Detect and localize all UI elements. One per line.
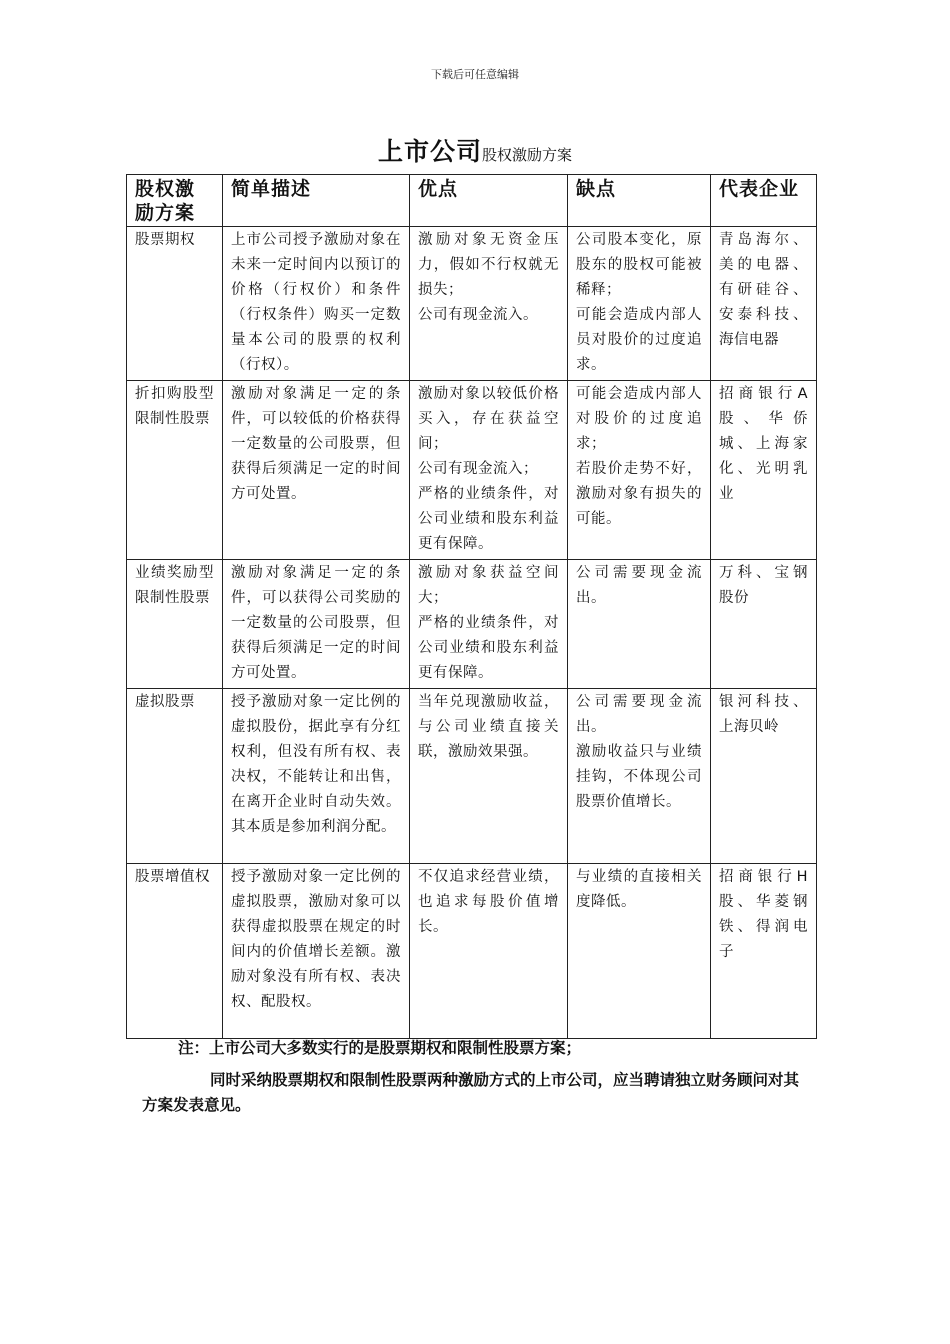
cons-line: 与业绩的直接相关度降低。	[576, 869, 702, 910]
cell-pros	[410, 381, 568, 560]
footnote-line-2: 同时采纳股票期权和限制性股票两种激励方式的上市公司，应当聘请独立财务顾问对其方案发表意见。	[142, 1071, 800, 1114]
cell-scheme: 业绩奖励型限制性股票	[127, 560, 223, 689]
incentive-scheme-table	[126, 174, 817, 1039]
cell-companies: 万科、宝钢股份	[711, 560, 817, 689]
table-row	[127, 689, 817, 864]
cell-cons	[568, 560, 711, 689]
cell-scheme: 股票增值权	[127, 864, 223, 1039]
cons-line: 公司股本变化，原股东的股权可能被稀释；	[576, 232, 702, 298]
document-title	[0, 132, 950, 168]
cons-line: 可能会造成内部人员对股价的过度追求。	[576, 307, 702, 373]
cell-description	[223, 560, 410, 689]
description-line: 授予激励对象一定比例的虚拟股票，激励对象可以获得虚拟股票在规定的时间内的价值增长差额。激励对象没有所有权、表决权、配股权。	[231, 869, 401, 1010]
description-line: 授予激励对象一定比例的虚拟股份，据此享有分红权利，但没有所有权、表决权，不能转让和出售，在离开企业时自动失效。其本质是参加利润分配。	[231, 694, 401, 835]
description-line: 上市公司授予激励对象在未来一定时间内以预订的价格（行权价）和条件（行权条件）购买一定数量本公司的股票的权利（行权）。	[231, 232, 401, 373]
cons-line: 激励收益只与业绩挂钩，不体现公司股票价值增长。	[576, 744, 702, 810]
cons-line: 若股价走势不好，激励对象有损失的可能。	[576, 461, 702, 527]
cons-line: 可能会造成内部人对股价的过度追求；	[576, 386, 702, 452]
table-row	[127, 381, 817, 560]
cell-cons	[568, 227, 711, 381]
pros-line: 激励对象获益空间大；	[418, 565, 559, 606]
header-companies: 代表企业	[711, 175, 817, 227]
table-header-row	[127, 175, 817, 227]
cell-companies: 招商银行H股、华菱钢铁、得润电子	[711, 864, 817, 1039]
cell-cons	[568, 864, 711, 1039]
cell-scheme: 折扣购股型限制性股票	[127, 381, 223, 560]
cell-description	[223, 381, 410, 560]
cell-pros	[410, 560, 568, 689]
pros-line: 严格的业绩条件，对公司业绩和股东利益更有保障。	[418, 486, 559, 552]
cell-companies: 银河科技、上海贝岭	[711, 689, 817, 864]
table-row	[127, 864, 817, 1039]
pros-line: 激励对象无资金压力，假如不行权就无损失；	[418, 232, 559, 298]
pros-line: 公司有现金流入；	[418, 461, 538, 477]
cell-pros	[410, 689, 568, 864]
cell-description	[223, 689, 410, 864]
cell-pros	[410, 864, 568, 1039]
pros-line: 公司有现金流入。	[418, 307, 538, 323]
cell-scheme: 虚拟股票	[127, 689, 223, 864]
cell-companies: 招商银行A股、华侨城、上海家化、光明乳业	[711, 381, 817, 560]
pros-line: 严格的业绩条件，对公司业绩和股东利益更有保障。	[418, 615, 559, 681]
description-line: 激励对象满足一定的条件，可以获得公司奖励的一定数量的公司股票，但获得后须满足一定的时间方可处置。	[231, 565, 401, 681]
title-main: 上市公司	[377, 137, 482, 166]
page-header-note: 下载后可任意编辑	[431, 68, 519, 81]
cell-cons	[568, 689, 711, 864]
description-line: 激励对象满足一定的条件，可以较低的价格获得一定数量的公司股票，但获得后须满足一定的时间方可处置。	[231, 386, 401, 502]
table-row	[127, 227, 817, 381]
cell-description	[223, 227, 410, 381]
cell-companies: 青岛海尔、美的电器、有研硅谷、安泰科技、海信电器	[711, 227, 817, 381]
footnote-line-1: 注：上市公司大多数实行的是股票期权和限制性股票方案；	[178, 1039, 582, 1057]
cons-line: 公司需要现金流出。	[576, 694, 702, 735]
header-description: 简单描述	[223, 175, 410, 227]
header-scheme: 股权激励方案	[127, 175, 223, 227]
cons-line: 公司需要现金流出。	[576, 565, 702, 606]
pros-line: 不仅追求经营业绩，也追求每股价值增长。	[418, 869, 559, 935]
cell-scheme: 股票期权	[127, 227, 223, 381]
header-cons: 缺点	[568, 175, 711, 227]
cell-description	[223, 864, 410, 1039]
pros-line: 当年兑现激励收益，与公司业绩直接关联，激励效果强。	[418, 694, 559, 760]
cell-pros	[410, 227, 568, 381]
pros-line: 激励对象以较低价格买入，存在获益空间；	[418, 386, 559, 452]
cell-cons	[568, 381, 711, 560]
title-sub: 股权激励方案	[482, 146, 573, 164]
table-row	[127, 560, 817, 689]
header-pros: 优点	[410, 175, 568, 227]
